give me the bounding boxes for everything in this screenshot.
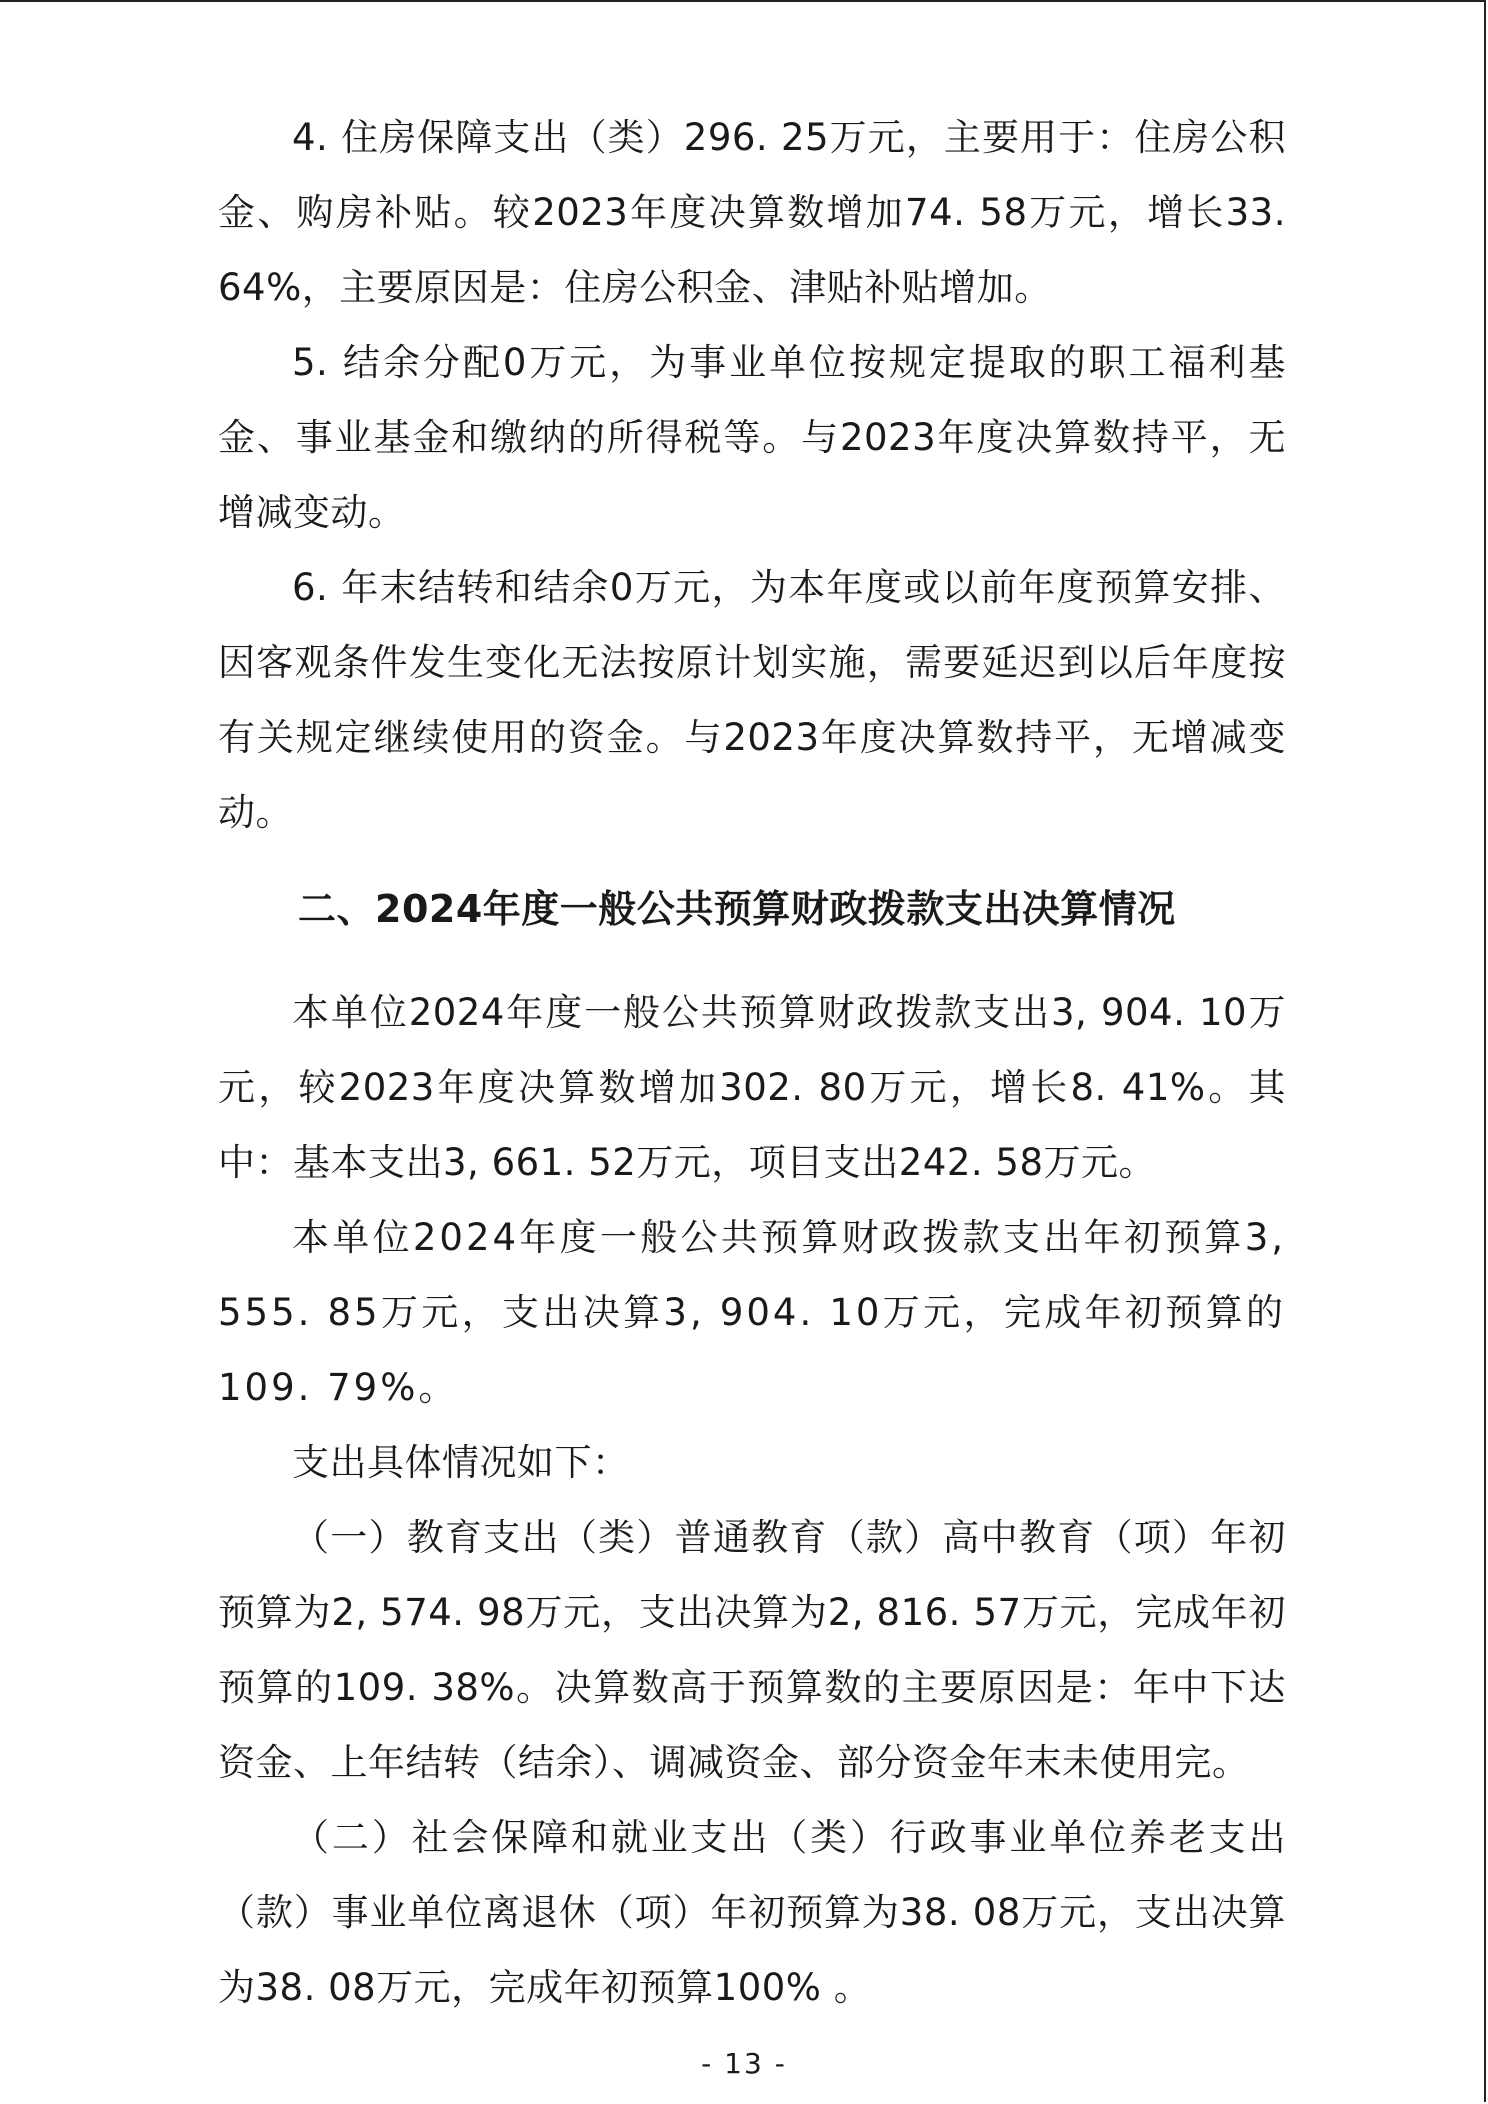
paragraph-education-expenditure: （一）教育支出（类）普通教育（款）高中教育（项）年初预算为2, 574. 98万元，支出决算为2, 816. 57万元，完成年初预算的109. 38%。决算数高于预算数的主要原因是：年中下达资金、上年结转（结余）、调减资金、部分资金年末未使用完。	[218, 1516, 1286, 1784]
paragraph-details-intro: 支出具体情况如下：	[292, 1441, 630, 1484]
paragraph-initial-budget: 本单位2024年度一般公共预算财政拨款支出年初预算3, 555. 85万元，支出决算3, 904. 10万元，完成年初预算的109. 79%。	[218, 1216, 1286, 1409]
page-number: - 13 -	[701, 2047, 787, 2080]
paragraph-housing-expenditure: 4. 住房保障支出（类）296. 25万元，主要用于：住房公积金、购房补贴。较2023年度决算数增加74. 58万元，增长33. 64%，主要原因是：住房公积金、津贴补贴增加。	[218, 116, 1286, 309]
paragraph-year-end-carryover: 6. 年末结转和结余0万元，为本年度或以前年度预算安排、因客观条件发生变化无法按原计划实施，需要延迟到以后年度按有关规定继续使用的资金。与2023年度决算数持平，无增减变动。	[218, 566, 1286, 834]
paragraph-social-security-expenditure: （二）社会保障和就业支出（类）行政事业单位养老支出（款）事业单位离退休（项）年初预算为38. 08万元，支出决算为38. 08万元，完成年初预算100% 。	[218, 1816, 1286, 2009]
paragraph-general-budget-expenditure: 本单位2024年度一般公共预算财政拨款支出3, 904. 10万元，较2023年度决算数增加302. 80万元，增长8. 41%。其中：基本支出3, 661. 52万元，项目支出242. 58万元。	[218, 991, 1286, 1184]
paragraph-surplus-distribution: 5. 结余分配0万元，为事业单位按规定提取的职工福利基金、事业基金和缴纳的所得税等。与2023年度决算数持平，无增减变动。	[218, 341, 1286, 534]
section-heading: 二、2024年度一般公共预算财政拨款支出决算情况	[298, 887, 1176, 931]
document-body	[218, 100, 1286, 2025]
